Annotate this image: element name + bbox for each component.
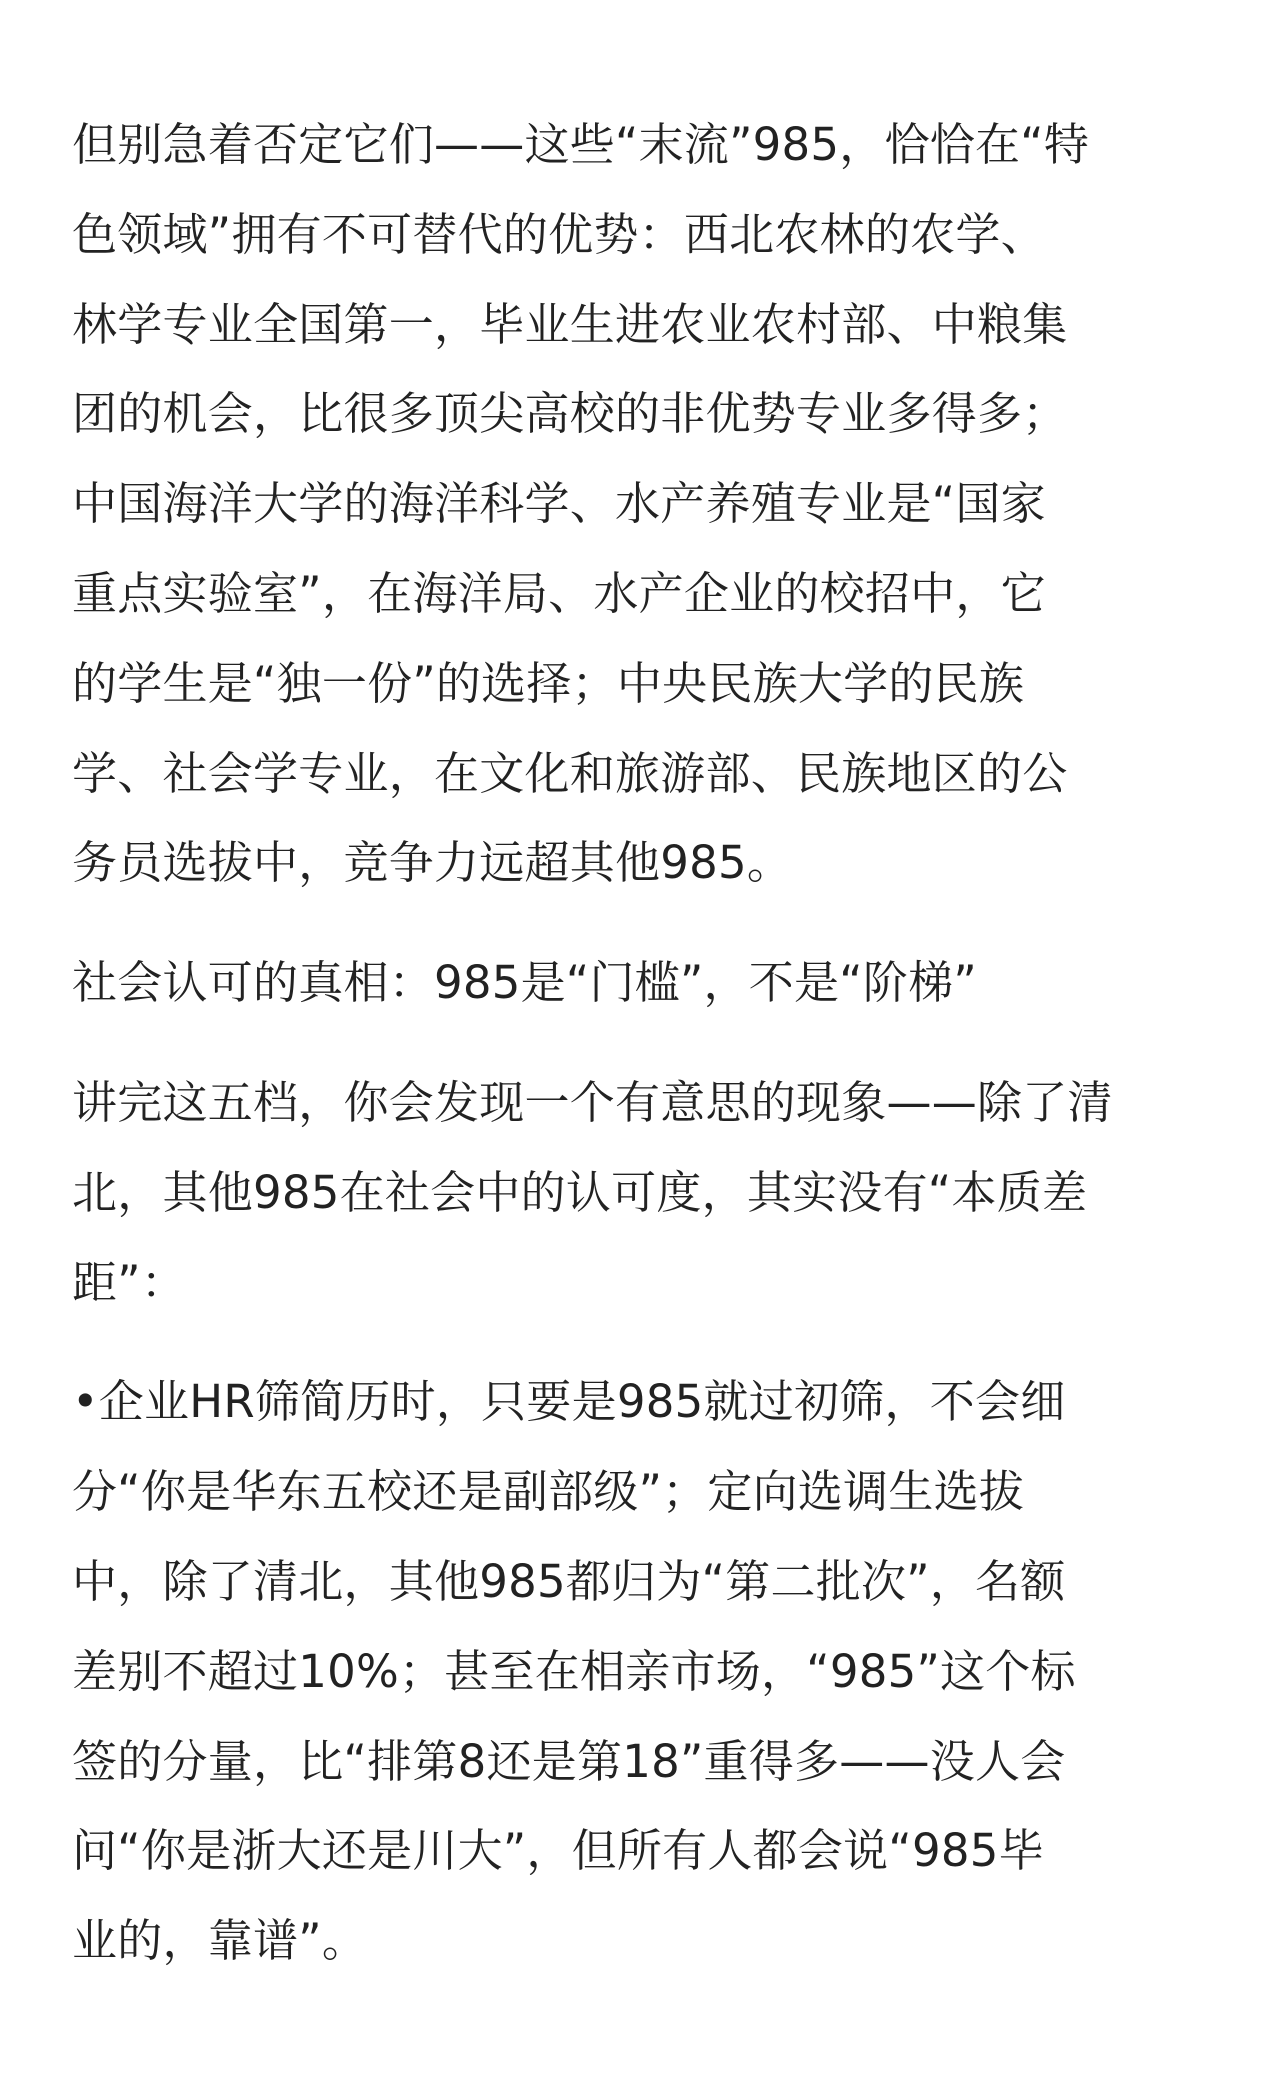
text-line: 的学生是“独一份”的选择；中央民族大学的民族	[72, 656, 1025, 710]
text-line: 问“你是浙大还是川大”，但所有人都会说“985毕	[72, 1824, 1044, 1878]
text-line: 中国海洋大学的海洋科学、水产养殖专业是“国家	[72, 477, 1046, 531]
paragraph-bullet-recognition	[72, 1357, 1208, 1986]
text-line: 林学专业全国第一，毕业生进农业农村部、中粮集	[72, 297, 1068, 351]
text-line: 距”：	[72, 1255, 187, 1309]
text-line: •企业HR筛简历时，只要是985就过初筛，不会细	[72, 1375, 1066, 1429]
text-line: 中，除了清北，其他985都归为“第二批次”，名额	[72, 1554, 1066, 1608]
text-line: 学、社会学专业，在文化和旅游部、民族地区的公	[72, 746, 1068, 800]
text-line: 讲完这五档，你会发现一个有意思的现象——除了清	[72, 1075, 1113, 1129]
paragraph-phenomenon	[72, 1058, 1208, 1327]
text-line: 签的分量，比“排第8还是第18”重得多——没人会	[72, 1734, 1066, 1788]
text-line: 务员选拔中，竞争力远超其他985。	[72, 836, 793, 890]
article-body	[72, 100, 1208, 1986]
text-line: 差别不超过10%；甚至在相亲市场，“985”这个标	[72, 1644, 1076, 1698]
text-line: 业的，靠谱”。	[72, 1914, 368, 1968]
text-line: 色领域”拥有不可替代的优势：西北农林的农学、	[72, 207, 1046, 261]
text-line: 但别急着否定它们——这些“末流”985，恰恰在“特	[72, 118, 1090, 171]
text-line: 北，其他985在社会中的认可度，其实没有“本质差	[72, 1165, 1088, 1219]
heading-text: 社会认可的真相：985是“门槛”，不是“阶梯”	[72, 956, 977, 1010]
text-line: 重点实验室”，在海洋局、水产企业的校招中，它	[72, 566, 1046, 620]
text-line: 团的机会，比很多顶尖高校的非优势专业多得多；	[72, 387, 1068, 441]
text-line: 分“你是华东五校还是副部级”；定向选调生选拔	[72, 1465, 1025, 1519]
section-heading	[72, 938, 1208, 1028]
paragraph-specialty-advantages	[72, 100, 1208, 908]
